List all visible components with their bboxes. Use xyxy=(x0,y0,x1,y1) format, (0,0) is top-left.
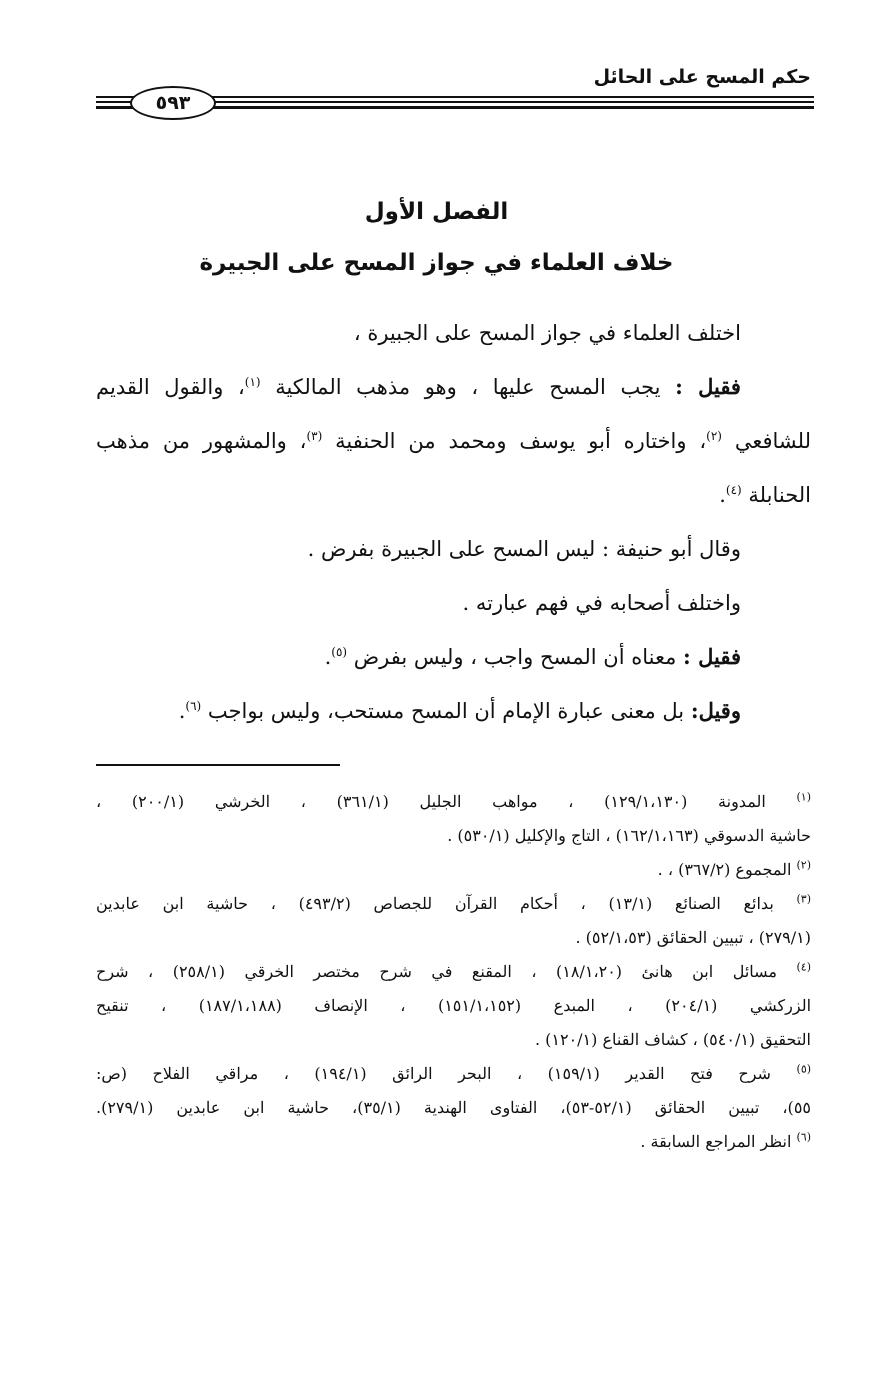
footnote-line: $^{(١)}$ المدونة (١٢٩/١،١٣٠) ، مواهب الجليل (٣٦١/١) ، الخرشي (٢٠٠/١) ، xyxy=(96,790,811,811)
footnote-mark: (٣) xyxy=(796,892,811,906)
footnote-line: الزركشي (٢٠٤/١) ، المبدع (١٥١/١،١٥٢) ، الإنصاف (١٨٧/١،١٨٨) ، تنقيح xyxy=(96,996,811,1015)
footnote-mark: (٤) xyxy=(796,960,811,974)
footnote-ref: (٢) xyxy=(706,429,722,443)
footnote-ref: (٦) xyxy=(185,699,202,713)
paragraph-line: الحنابلة $^{(٤)}$. xyxy=(719,483,811,507)
paragraph-line: وقيل: بل معنى عبارة الإمام أن المسح مستحب، وليس بواجب $^{(٦)}$. xyxy=(178,698,741,723)
footnote-line: $^{(٤)}$ مسائل ابن هانئ (١٨/١،٢٠) ، المقنع في شرح مختصر الخرقي (٢٥٨/١) ، شرح xyxy=(96,960,811,981)
footnotes xyxy=(96,785,811,1159)
chapter-heading: الفصل الأول xyxy=(364,199,509,225)
paragraph-line: للشافعي $^{(٢)}$، واختاره أبو يوسف ومحمد من الحنفية $^{(٣)}$، والمشهور من مذهب xyxy=(96,429,811,453)
footnote-separator xyxy=(96,764,340,766)
footnote-line: ٥٥)، تبيين الحقائق (٥٢/١-٥٣)، الفتاوى الهندية (٣٥/١)، حاشية ابن عابدين (٢٧٩/١). xyxy=(96,1098,811,1117)
footnote-ref: (٣) xyxy=(306,429,323,443)
footnote-line: $^{(٦)}$ انظر المراجع السابقة . xyxy=(640,1130,811,1151)
running-title: حكم المسح على الحائل xyxy=(593,66,811,88)
footnote-line: $^{(٣)}$ بدائع الصنائع (١٣/١) ، أحكام القرآن للجصاص (٤٩٣/٢) ، حاشية ابن عابدين xyxy=(96,892,811,913)
paragraph-line: وقال أبو حنيفة : ليس المسح على الجبيرة بفرض . xyxy=(307,537,741,561)
paragraph-line: فقيل : معناه أن المسح واجب ، وليس بفرض $^{(٥)}$. xyxy=(324,644,741,669)
body-text xyxy=(96,306,811,738)
footnote-ref: (١) xyxy=(244,375,261,389)
paragraph-line: فقيل : يجب المسح عليها ، وهو مذهب المالكية $^{(١)}$، والقول القديم xyxy=(96,374,741,399)
header-rule xyxy=(96,86,814,120)
keyword: فقيل : xyxy=(683,644,741,669)
footnote-mark: (٢) xyxy=(796,858,811,872)
footnote-ref: (٥) xyxy=(331,645,348,659)
footnote-ref: (٤) xyxy=(725,483,742,497)
footnote-line: (٢٧٩/١) ، تبيين الحقائق (٥٢/١،٥٣) . xyxy=(575,928,811,947)
footnote-line: $^{(٥)}$ شرح فتح القدير (١٥٩/١) ، البحر الرائق (١٩٤/١) ، مراقي الفلاح (ص: xyxy=(96,1062,811,1083)
section-title: خلاف العلماء في جواز المسح على الجبيرة xyxy=(199,250,674,276)
footnote-line: التحقيق (٥٤٠/١) ، كشاف القناع (١٢٠/١) . xyxy=(534,1030,811,1049)
footnote-mark: (٦) xyxy=(796,1130,811,1144)
footnote-line: حاشية الدسوقي (١٦٢/١،١٦٣) ، التاج والإكليل (٥٣٠/١) . xyxy=(447,826,811,845)
paragraph-line: واختلف أصحابه في فهم عبارته . xyxy=(462,591,741,615)
footnote-line: $^{(٢)}$ المجموع (٣٦٧/٢) ، . xyxy=(657,858,811,879)
page-number: ٥٩٣ xyxy=(130,86,216,120)
keyword: وقيل: xyxy=(690,698,741,723)
footnote-mark: (١) xyxy=(796,790,811,804)
footnote-mark: (٥) xyxy=(796,1062,811,1076)
keyword: فقيل : xyxy=(675,374,741,399)
paragraph-intro: اختلف العلماء في جواز المسح على الجبيرة ، xyxy=(353,321,741,345)
